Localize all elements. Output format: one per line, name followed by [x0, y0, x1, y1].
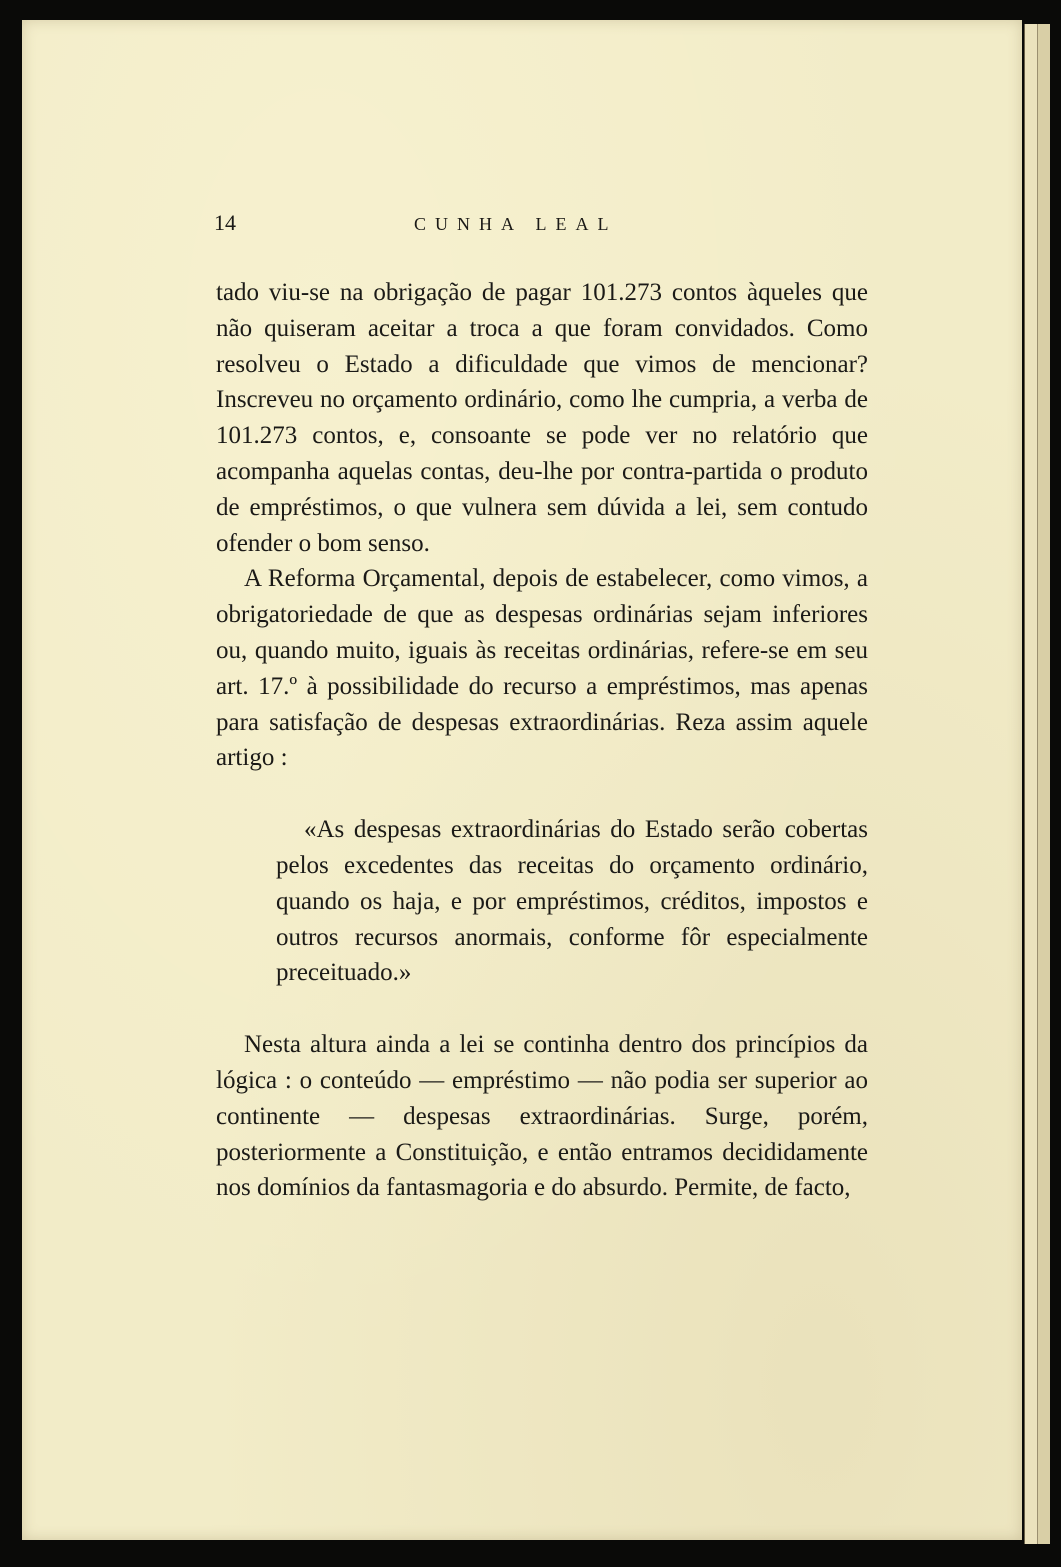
running-title: CUNHA LEAL: [414, 214, 618, 234]
paragraph-1: tado viu-se na obrigação de pagar 101.273 contos àqueles que não quiseram aceitar a troca a que foram convidados. Como resolveu o Estado a dificuldade que vimos de mencionar? Inscreveu no orçamento ordinário, como lhe cumpria, a verba de 101.273 contos, e, consoante se pode ver no relatório que acompanha aquelas contas, deu-lhe por contra-partida o produto de empréstimos, o que vulnera sem dúvida a lei, sem contudo ofender o bom senso.: [216, 279, 868, 557]
running-head: [214, 210, 874, 244]
body-text: [216, 275, 868, 1206]
next-page-edge: [1024, 24, 1051, 1544]
block-quote: «As despesas extraordinárias do Estado serão cobertas pelos excedentes das receitas do orçamento ordinário, quando os haja, e por empréstimos, créditos, impostos e outros recursos anormais, conforme fôr especialmente preceituado.»: [276, 816, 868, 987]
paragraph-3: Nesta altura ainda a lei se continha dentro dos princípios da lógica : o conteúdo — empréstimo — não podia ser superior ao continente — despesas extraordinárias. Surge, porém, posteriormente a Constituição, e então entramos decididamente nos domínios da fantasmagoria e do absurdo. Permite, de facto,: [216, 1031, 868, 1202]
page-number: 14: [214, 210, 236, 235]
paragraph-2: A Reforma Orçamental, depois de estabelecer, como vimos, a obrigatoriedade de que as despesas ordinárias sejam inferiores ou, quando muito, iguais às receitas ordinárias, refere-se em seu art. 17.º à possibilidade do recurso a empréstimos, mas apenas para satisfação de despesas extraordinárias. Reza assim aquele artigo :: [216, 565, 868, 772]
scan-border: [1050, 0, 1061, 1567]
